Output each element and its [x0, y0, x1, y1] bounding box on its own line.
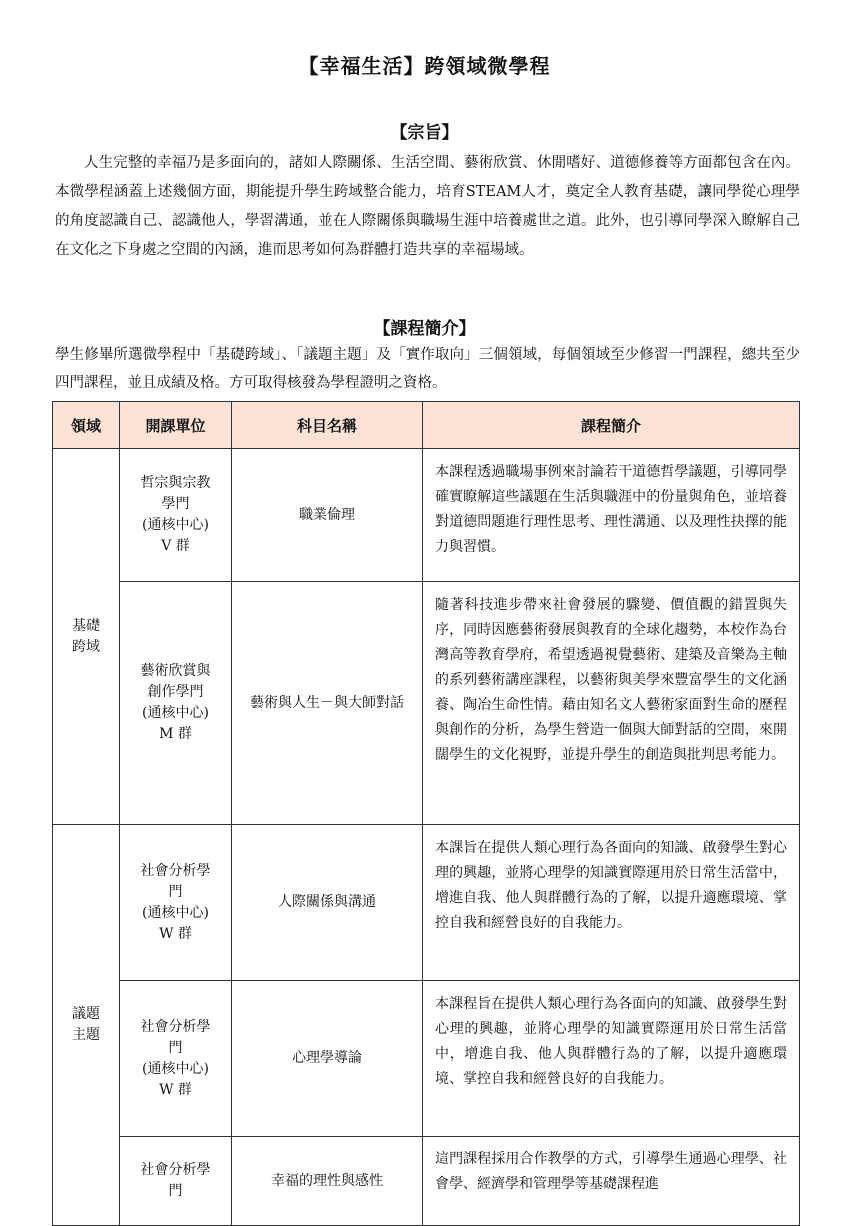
unit-line: (通核中心) — [142, 517, 209, 533]
document-title: 【幸福生活】跨領域微學程 — [298, 54, 551, 78]
unit-line: W 群 — [159, 925, 192, 942]
subject-name: 職業倫理 — [299, 506, 355, 523]
intro-cell: 本課程旨在提供人類心理行為各面向的知識、啟發學生對心理的興趣，並將心理學的知識實際運用於日常生活當中，增進自我、他人與群體行為的了解，以提升適應環境、掌控自我和經營良好的自我能力。 — [423, 981, 800, 1137]
intro-cell: 這門課程採用合作教學的方式，引導學生通過心理學、社會學、經濟學和管理學等基礎課程進 — [423, 1137, 800, 1226]
unit-line: 學門 — [161, 496, 190, 512]
table-header-row — [53, 402, 800, 449]
subject-cell — [232, 981, 423, 1137]
table-row — [53, 981, 800, 1137]
course-table — [52, 401, 800, 1226]
unit-line: 門 — [168, 1039, 183, 1056]
unit-line: 創作學門 — [147, 684, 204, 700]
unit-line: (通核中心) — [142, 904, 209, 921]
unit-line: 門 — [168, 1183, 183, 1199]
unit-line: (通核中心) — [142, 1060, 209, 1077]
header-subject: 科目名稱 — [232, 402, 423, 449]
table-row — [53, 582, 800, 825]
unit-line: 社會分析學 — [140, 1018, 211, 1035]
unit-line: V 群 — [161, 538, 190, 554]
unit-line: 藝術欣賞與 — [140, 663, 211, 679]
unit-cell — [120, 1137, 232, 1226]
unit-line: 社會分析學 — [140, 862, 211, 879]
unit-line: 門 — [168, 883, 183, 900]
intro-cell: 隨著科技進步帶來社會發展的驟變、價值觀的錯置與失序，同時因應藝術發展與教育的全球化趨勢，本校作為台灣高等教育學府，希望透過視覺藝術、建築及音樂為主軸的系列藝術講座課程，以藝術與美學來豐富學生的文化涵養、陶冶生命性情。藉由知名文人藝術家面對生命的歷程與創作的分析，為學生營造一個與大師對話的空間，來開闊學生的文化視野，並提升學生的創造與批判思考能力。 — [423, 582, 800, 825]
header-unit: 開課單位 — [120, 402, 232, 449]
intro-cell: 本課旨在提供人類心理行為各面向的知識、啟發學生對心理的興趣，並將心理學的知識實際運用於日常生活當中，增進自我、他人與群體行為的了解，以提升適應環境、掌控自我和經營良好的自我能力。 — [423, 825, 800, 981]
table-row — [53, 1137, 800, 1226]
subject-cell — [232, 1137, 423, 1226]
course-intro-paragraph: 學生修畢所選微學程中「基礎跨域」、「議題主題」及「實作取向」三個領域，每個領域至少修習一門課程，總共至少四門課程，並且成績及格。方可取得核發為學程證明之資格。 — [55, 347, 800, 391]
subject-cell — [232, 582, 423, 825]
subject-cell — [232, 449, 423, 582]
purpose-paragraph: 人生完整的幸福乃是多面向的，諸如人際關係、生活空間、藝術欣賞、休閒嗜好、道德修養等方面都包含在內。本微學程涵蓋上述幾個方面，期能提升學生跨域整合能力，培育STEAM人才，奠定全人教育基礎，讓同學從心理學的角度認識自己、認識他人，學習溝通，並在人際關係與職場生涯中培養處世之道。此外，也引導同學深入瞭解自己在文化之下身處之空間的內涵，進而思考如何為群體打造共享的幸福場域。 — [55, 155, 800, 258]
subject-name: 藝術與人生－與大師對話 — [250, 694, 404, 711]
header-domain: 領域 — [53, 402, 120, 449]
purpose-heading: 【宗旨】 — [390, 123, 459, 143]
subject-cell — [232, 825, 423, 981]
domain-cell — [53, 825, 120, 1226]
intro-cell: 本課程透過職場事例來討論若干道德哲學議題，引導同學確實瞭解這些議題在生活與職涯中的份量與角色，並培養對道德問題進行理性思考、理性溝通、以及理性抉擇的能力與習慣。 — [423, 449, 800, 582]
subject-name: 人際關係與溝通 — [278, 894, 376, 910]
unit-line: W 群 — [159, 1081, 192, 1098]
domain-label: 基礎跨域 — [72, 617, 100, 655]
subject-name: 心理學導論 — [292, 1050, 362, 1066]
domain-cell — [53, 449, 120, 825]
unit-cell — [120, 449, 232, 582]
unit-cell — [120, 825, 232, 981]
unit-line: M 群 — [159, 726, 192, 742]
domain-label: 議題主題 — [72, 1006, 100, 1043]
subject-name: 幸福的理性與感性 — [271, 1172, 383, 1189]
unit-line: (通核中心) — [142, 705, 209, 721]
unit-cell — [120, 981, 232, 1137]
header-intro: 課程簡介 — [423, 402, 800, 449]
unit-line: 哲宗與宗教 — [140, 475, 211, 491]
unit-line: 社會分析學 — [140, 1162, 211, 1178]
table-row — [53, 825, 800, 981]
course-intro-heading: 【課程簡介】 — [373, 319, 476, 339]
table-row — [53, 449, 800, 582]
unit-cell — [120, 582, 232, 825]
